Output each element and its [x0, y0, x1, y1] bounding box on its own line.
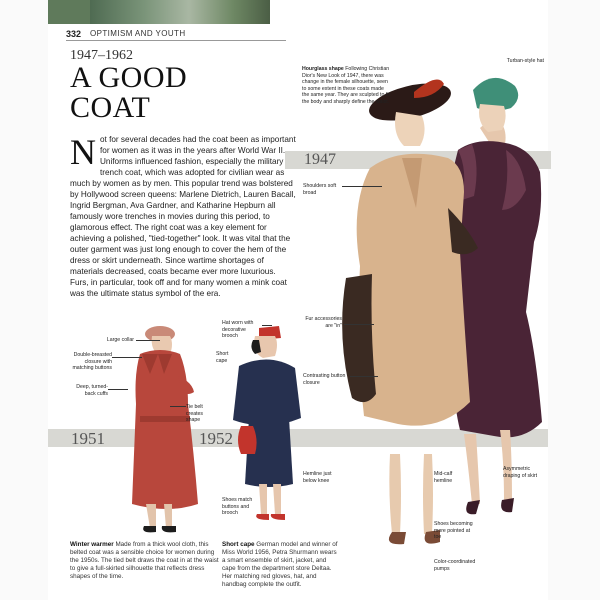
leader-line [350, 376, 378, 377]
header-photo-strip [90, 0, 270, 24]
annotation-hemline: Hemline just below knee [303, 471, 332, 484]
leader-line [344, 324, 374, 325]
leader-line [112, 357, 142, 358]
right-margin [548, 0, 600, 600]
annotation-cuffs: Deep, turned-back cuffs [76, 384, 108, 397]
annotation-midcalf: Mid-calf hemline [434, 471, 453, 484]
caption-short-cape [222, 541, 340, 589]
title-line-2: COAT [70, 91, 151, 124]
article-body [70, 134, 296, 299]
annotation-shoes-match: Shoes match buttons and brooch [222, 497, 253, 516]
annotation-double-breasted: Double-breasted closure with matching buttons [72, 352, 112, 371]
annotation-turban: Turban-style hat [506, 58, 544, 64]
header-rule [66, 40, 286, 41]
page-number: 332 [66, 29, 82, 39]
annotation-fur: Fur accessories are "in" [305, 316, 342, 329]
annotation-hourglass [302, 66, 390, 105]
burgundy-coat-figure [451, 78, 542, 514]
caption-winter-text: Made from a thick wool cloth, this belted coat was a sensible choice for women during the 1950s. The tied belt draws the coat in at the waist to give a full-skirted silhouette that reflects dress shapes of the time. [70, 541, 219, 580]
title-line-1: A GOOD [70, 61, 188, 94]
leader-line [136, 340, 160, 341]
leader-line [262, 325, 272, 326]
annotation-hourglass-title: Hourglass shape [302, 66, 344, 72]
leader-line [170, 406, 186, 407]
caption-winter-warmer [70, 541, 220, 581]
caption-cape-title: Short cape [222, 541, 255, 548]
header-color-block [48, 0, 90, 24]
annotation-hourglass-text: Following Christian Dior's New Look of 1947, there was change in the female silhouette, seen to some extent in these coats made the same year. They are sculpted to fit the body and sharply define the waist. [302, 66, 390, 105]
leader-line [342, 186, 382, 187]
annotation-asymmetric: Asymmetric draping of skirt [503, 466, 538, 479]
illustration-1947 [330, 58, 552, 588]
leader-line [108, 389, 128, 390]
left-margin [0, 0, 48, 600]
annotation-hat-brooch: Hat worn with decorative brooch [222, 320, 254, 339]
annotation-belt: Tie belt creates shape [186, 404, 204, 423]
year-label-1947: 1947 [304, 151, 336, 168]
year-label-1952: 1952 [199, 429, 233, 448]
annotation-shoes-pointed: Shoes becoming more pointed at toe [434, 521, 473, 540]
year-label-1951: 1951 [71, 429, 105, 448]
annotation-pumps: Color-coordinated pumps [434, 559, 476, 572]
annotation-large-collar: Large collar [106, 337, 134, 343]
article-body-text: ot for several decades had the coat been as important for women as it was in the years after World War II. Uniforms influenced fashion, especially the military trench coat, which was adopted for civilian wear as much by women as by men. This popular trend was bolstered by Hollywood screen queens: Marlene Dietrich, Lauren Bacall, Ingrid Bergman, Ava Gardner, and Katharine Hepburn all famously wore trenches in movies during this period, to glamorous effect. The right coat was a key element for achieving a polished, "tied-together" look. It was vital that the outer garment was just long enough to cover the hem of the dress or skirt underneath. Since wartime shortages of materials decreased, coats became ever more luxurious. Furs, in particular, took off and for many women a mink coat was the ultimate status symbol of the era. [70, 135, 296, 298]
section-title: OPTIMISM AND YOUTH [90, 29, 186, 38]
annotation-contrasting: Contrasting button closure [303, 373, 346, 386]
caption-winter-title: Winter warmer [70, 541, 114, 548]
annotation-shoulders: Shoulders soft broad [303, 183, 337, 196]
caption-cape-text: German model and winner of Miss World 1956, Petra Shurmann wears a smart ensemble of skirt, jacket, and cape from the department store Deltaa. Her matching red gloves, hat, and handbag complete the outfit. [222, 541, 338, 588]
illustration-1951 [100, 320, 200, 540]
article-title [70, 63, 290, 123]
annotation-short-cape: Short cape [216, 351, 229, 364]
article-years: 1947–1962 [70, 48, 133, 63]
drop-cap: N [70, 132, 96, 172]
